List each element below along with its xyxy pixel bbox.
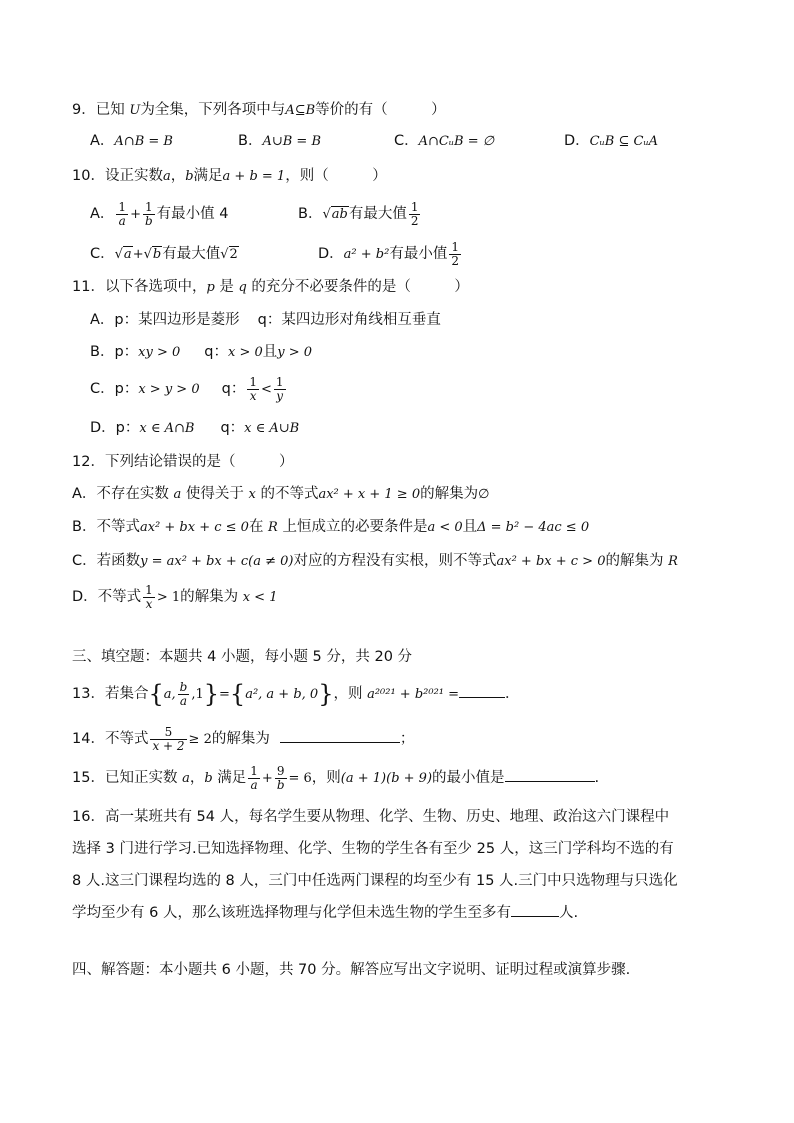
var-b: b — [204, 771, 213, 786]
q10-comma: ， — [170, 168, 186, 184]
fraction — [150, 726, 186, 753]
fraction — [247, 376, 259, 403]
option-text: 的解集为 — [180, 589, 243, 605]
q13-expression: a²⁰²¹ + b²⁰²¹ = — [367, 687, 460, 702]
q10-option-d — [318, 240, 463, 269]
denominator: x — [145, 596, 153, 611]
option-label: D． — [318, 246, 344, 262]
q9-number: 9．已知 — [72, 102, 130, 118]
option-text: D．不等式 — [72, 589, 142, 605]
q9-universal-set: U — [129, 103, 141, 118]
condition-p-math: x ∈ A∩B — [139, 421, 195, 436]
q14-stem-text: 14．不等式 — [72, 731, 149, 747]
q10-condition: a + b = 1 — [222, 169, 286, 184]
radicand: ab — [331, 207, 348, 222]
q16-text: 人. — [558, 905, 579, 921]
condition-q-math: x > 0 — [228, 345, 263, 360]
section-title: 四、解答题：本小题共 6 小题，共 70 分。解答应写出文字说明、证明过程或演算步骤. — [72, 962, 631, 978]
condition-q: q：某四边形对角线相互垂直 — [257, 312, 441, 328]
and-text: 且 — [262, 344, 278, 360]
option-math: a < 0 — [427, 520, 463, 535]
condition-p: p：某四边形是菱形 — [114, 312, 240, 328]
denominator: a — [250, 777, 258, 792]
q9-option-b — [238, 131, 321, 152]
q15-stem-mid: 满足 — [212, 770, 247, 786]
numerator: 1 — [451, 239, 459, 254]
q14-stem — [72, 724, 414, 755]
option-text: 有最大值 — [162, 246, 221, 262]
set-element: a, — [163, 687, 176, 702]
q13-stem-text: 13．若集合 — [72, 686, 149, 702]
q14-end: ； — [399, 731, 415, 747]
sqrt: √ab — [322, 207, 348, 222]
denominator: b — [276, 777, 285, 792]
section-4-title — [72, 960, 630, 980]
condition-p-math: xy > 0 — [138, 345, 181, 360]
greater-than: > 1 — [156, 590, 181, 605]
fraction — [143, 584, 155, 611]
condition-q-label: q： — [221, 381, 246, 397]
option-label: A． — [90, 312, 115, 328]
plus: + — [132, 247, 144, 262]
condition-q-math: y > 0 — [277, 345, 313, 360]
q11-option-d — [90, 418, 299, 439]
q16-text: 学均至少有 6 人，那么该班选择物理与化学但未选生物的学生至多有 — [72, 905, 511, 921]
fraction — [116, 201, 128, 228]
q10-option-a — [90, 200, 229, 229]
q16-text: 8 人.这三门课程均选的 8 人，三门中任选两门课程的均至少有 15 人.三门中只选物理与只选化 — [72, 873, 678, 889]
var-a: a — [173, 487, 182, 502]
denominator: a — [118, 213, 126, 228]
option-math: ax² + bx + c > 0 — [496, 554, 606, 569]
option-label: D． — [564, 133, 590, 149]
section-3-title — [72, 647, 412, 667]
radicand: 2 — [229, 247, 238, 262]
option-math: A∩B = B — [114, 134, 173, 149]
q11-option-b — [90, 342, 312, 363]
condition-q-label: q： — [220, 420, 245, 436]
less-than: < — [260, 382, 272, 397]
q11-stem-text: 11．以下各选项中， — [72, 279, 207, 295]
q14-stem-suffix: 的解集为 — [211, 731, 270, 747]
q10-stem — [72, 166, 387, 187]
option-label: C． — [90, 381, 115, 397]
comma: ， — [189, 770, 205, 786]
option-math: a² + b² — [343, 247, 390, 262]
option-label: B． — [238, 133, 263, 149]
q9-option-a — [90, 131, 173, 152]
denominator: 2 — [410, 213, 419, 228]
q9-condition: A⊆B — [285, 103, 316, 118]
sqrt: √a — [114, 247, 132, 262]
option-text: 的解集为 — [605, 553, 669, 569]
answer-blank[interactable] — [280, 728, 400, 743]
condition-q-math: x ∈ A∪B — [244, 421, 300, 436]
sqrt: √2 — [220, 247, 238, 262]
section-title: 三、填空题：本题共 4 小题，每小题 5 分，共 20 分 — [72, 649, 413, 665]
option-text: C．若函数 — [72, 553, 141, 569]
sqrt: √b — [143, 247, 162, 262]
option-math: ax² + bx + c ≤ 0 — [139, 520, 249, 535]
option-label: A． — [90, 133, 115, 149]
q11-q: q — [238, 280, 247, 295]
q15-stem-suffix: 的最小值是 — [432, 770, 505, 786]
option-math: x < 1 — [242, 590, 278, 605]
equals: = — [219, 687, 230, 702]
option-math: y = ax² + bx + c(a ≠ 0) — [140, 554, 294, 569]
left-brace: { — [229, 680, 246, 708]
q10-var-b: b — [185, 169, 194, 184]
fraction — [248, 765, 260, 792]
option-text: 在 — [248, 519, 269, 535]
q9-option-d — [564, 131, 658, 152]
denominator: y — [276, 388, 284, 403]
q13-stem-mid: ，则 — [333, 686, 368, 702]
denominator: 2 — [451, 253, 459, 268]
var-x: x — [248, 487, 256, 502]
numerator: 1 — [143, 201, 155, 215]
option-text: 有最小值 — [389, 246, 448, 262]
q15-stem-mid2: ，则 — [311, 770, 341, 786]
q15-stem — [72, 762, 599, 795]
numerator: 1 — [275, 374, 284, 389]
q10-option-b — [298, 200, 422, 229]
option-text: 的不等式 — [255, 486, 319, 502]
q13-end: ． — [505, 686, 520, 702]
q11-stem-suffix: 的充分不必要条件的是（ ） — [246, 279, 469, 295]
plus: + — [261, 771, 273, 786]
denominator: a — [179, 693, 188, 708]
q9-stem-suffix: 等价的有（ ） — [315, 102, 446, 118]
left-brace: { — [148, 680, 164, 708]
q16-line-4 — [72, 902, 578, 924]
q10-var-a: a — [162, 169, 171, 184]
condition-p-math: x > y > 0 — [138, 382, 200, 397]
denominator: x + 2 — [152, 738, 185, 753]
numerator: 5 — [150, 726, 186, 740]
condition-q-label: q： — [204, 344, 228, 360]
option-text: 的解集为 — [420, 486, 479, 502]
radicand: a — [123, 247, 132, 262]
q10-option-c — [90, 240, 239, 269]
option-text: 有最大值 — [348, 206, 407, 222]
set-elements: a², a + b, 0 — [245, 687, 319, 702]
q9-stem — [72, 100, 446, 121]
option-text: A．不存在实数 — [72, 486, 174, 502]
radicand: b — [152, 247, 162, 262]
empty-set: ∅ — [478, 487, 490, 502]
q12-stem — [72, 452, 293, 472]
denominator: x — [249, 388, 257, 403]
option-label: B． — [298, 206, 323, 222]
numerator: 1 — [145, 582, 153, 597]
q10-stem-mid: 满足 — [193, 168, 223, 184]
q13-stem — [72, 678, 520, 711]
fraction — [178, 681, 190, 708]
answer-blank[interactable] — [459, 683, 505, 698]
option-label: C． — [394, 133, 419, 149]
set-r: R — [268, 520, 278, 535]
right-brace: } — [318, 680, 334, 708]
numerator: 1 — [250, 763, 258, 778]
option-text: 上恒成立的必要条件是 — [277, 519, 428, 535]
option-math: CᵤB ⊆ CᵤA — [589, 134, 659, 149]
option-label: C． — [90, 246, 115, 262]
q16-line-2 — [72, 838, 674, 860]
q16-text: 16．高一某班共有 54 人，每名学生要从物理、化学、生物、历史、地理、政治这六门课程中 — [72, 809, 670, 825]
q10-stem-suffix: ，则（ ） — [285, 168, 387, 184]
fraction — [143, 201, 155, 228]
q9-option-c — [394, 131, 494, 152]
numerator: 1 — [410, 199, 419, 214]
answer-blank[interactable] — [505, 767, 595, 782]
right-brace: } — [203, 680, 219, 708]
and-text: 且 — [462, 519, 478, 535]
option-math: Δ = b² − 4ac ≤ 0 — [477, 520, 590, 535]
condition-p-label: p： — [114, 344, 139, 360]
numerator: b — [179, 679, 188, 694]
q10-stem-text: 10．设正实数 — [72, 168, 163, 184]
q12-option-b — [72, 517, 589, 538]
q12-stem-text: 12．下列结论错误的是（ ） — [72, 454, 294, 470]
q11-p: p — [206, 280, 215, 295]
q11-option-a — [90, 310, 441, 330]
q15-stem-text: 15．已知正实数 — [72, 770, 183, 786]
equals: = 6 — [288, 771, 312, 786]
set-r: R — [668, 554, 678, 569]
option-label: A． — [90, 206, 115, 222]
plus: + — [130, 207, 141, 222]
q16-line-3 — [72, 870, 678, 892]
fraction — [409, 201, 421, 228]
option-text: 使得关于 — [181, 486, 249, 502]
option-math: A∪B = B — [262, 134, 321, 149]
option-label: B． — [90, 344, 115, 360]
q11-option-c — [90, 374, 288, 405]
q11-stem-mid: 是 — [214, 279, 239, 295]
set-element: ,1 — [191, 687, 204, 702]
option-math: A∩CᵤB = ∅ — [418, 134, 495, 149]
option-text: B．不等式 — [72, 519, 140, 535]
denominator: b — [144, 213, 153, 228]
condition-p-label: p： — [115, 420, 140, 436]
q12-option-a — [72, 484, 489, 505]
q15-end: . — [594, 770, 600, 786]
fraction — [449, 241, 461, 268]
fraction — [275, 765, 287, 792]
var-a: a — [182, 771, 190, 786]
numerator: 1 — [118, 199, 127, 214]
q15-expression: (a + 1)(b + 9) — [340, 771, 433, 786]
numerator: 1 — [249, 374, 257, 389]
q16-text: 选择 3 门进行学习.已知选择物理、化学、生物的学生各有至少 25 人，这三门学科均不选的有 — [72, 841, 674, 857]
numerator: 9 — [275, 765, 287, 779]
option-label: D． — [90, 420, 116, 436]
greater-equal: ≥ 2 — [188, 732, 212, 747]
q9-stem-text: 为全集，下列各项中与 — [140, 102, 286, 118]
q16-line-1 — [72, 806, 669, 828]
condition-p-label: p： — [114, 381, 139, 397]
option-text: 有最小值 4 — [156, 206, 229, 222]
q12-option-d — [72, 582, 277, 613]
fraction — [274, 376, 286, 403]
q12-option-c — [72, 551, 678, 572]
option-math: ax² + x + 1 ≥ 0 — [318, 487, 421, 502]
q11-stem — [72, 277, 469, 298]
answer-blank[interactable] — [511, 902, 559, 917]
option-text: 对应的方程没有实根，则不等式 — [293, 553, 497, 569]
